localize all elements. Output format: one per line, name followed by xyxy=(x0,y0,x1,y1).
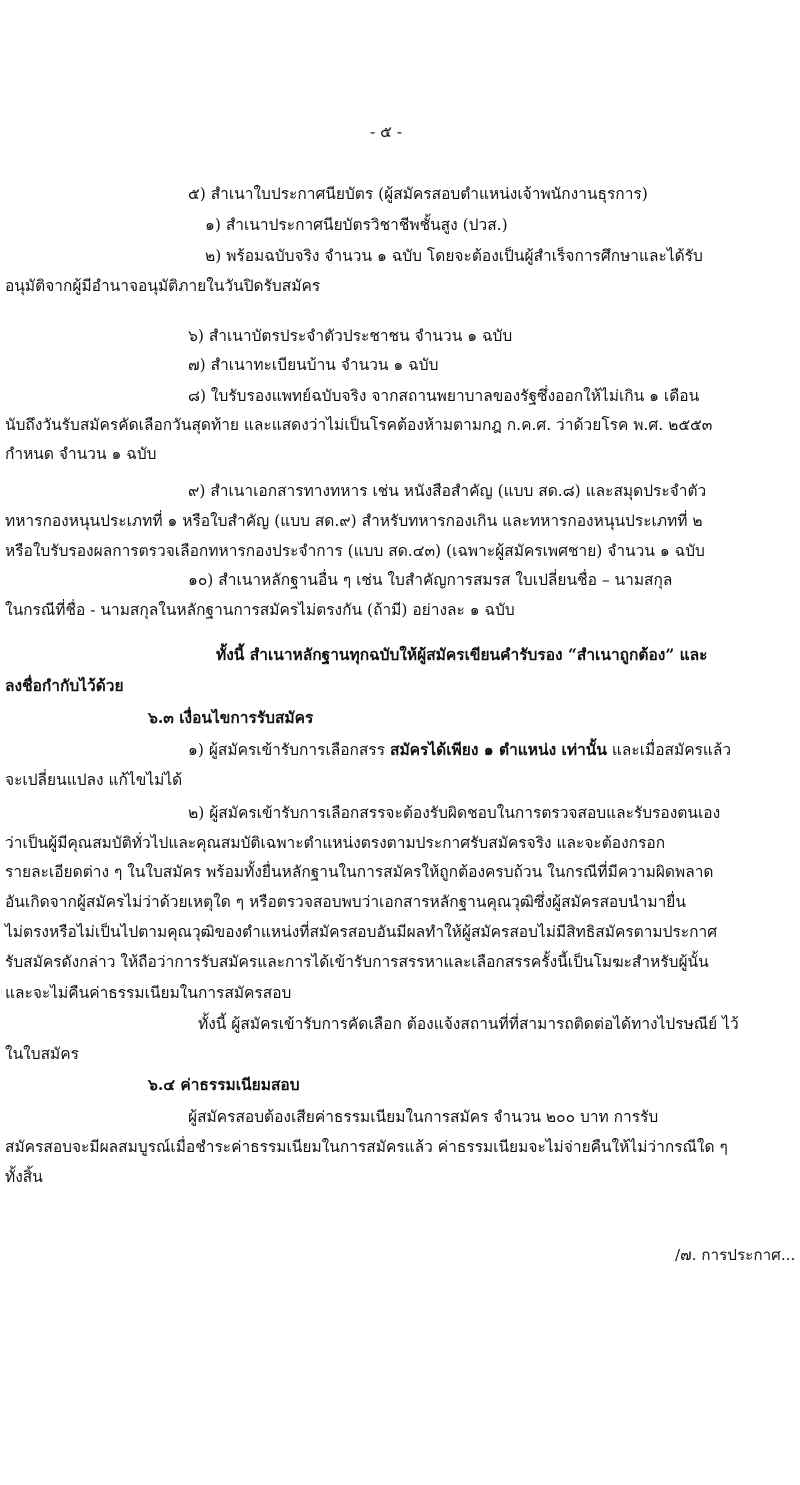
doc-item-10-cont: ในกรณีที่ชื่อ - นามสกุลในหลักฐานการสมัครไม่ตรงกัน (ถ้ามี) อย่างละ ๑ ฉบับ xyxy=(5,601,515,619)
doc-item-8-cont-1: นับถึงวันรับสมัครคัดเลือกวันสุดท้าย และแสดงว่าไม่เป็นโรคต้องห้ามตามกฎ ก.ค.ศ. ว่าด้วยโรค พ.ศ. ๒๕๕๓ xyxy=(5,416,713,434)
section-6-4-heading: ๖.๔ ค่าธรรมเนียมสอบ xyxy=(148,1075,300,1094)
doc-item-8-cont-2: กำหนด จำนวน ๑ ฉบับ xyxy=(5,445,157,463)
doc-item-9: ๙) สำเนาเอกสารทางทหาร เช่น หนังสือสำคัญ (แบบ สด.๘) และสมุดประจำตัว xyxy=(188,482,707,500)
condition-2-cont-3: อันเกิดจากผู้สมัครไม่ว่าด้วยเหตุใด ๆ หรือตรวจสอบพบว่าเอกสารหลักฐานคุณวุฒิซึ่งผู้สมัครสอบนำมายื่น xyxy=(5,893,686,911)
condition-2-cont-4: ไม่ตรงหรือไม่เป็นไปตามคุณวุฒิของตำแหน่งที่สมัครสอบอันมีผลทำให้ผู้สมัครสอบไม่มีสิทธิสมัครตามประกาศ xyxy=(5,923,718,941)
doc-item-10: ๑๐) สำเนาหลักฐานอื่น ๆ เช่น ใบสำคัญการสมรส ใบเปลี่ยนชื่อ – นามสกุล xyxy=(188,571,673,589)
doc-item-8: ๘) ใบรับรองแพทย์ฉบับจริง จากสถานพยาบาลของรัฐซึ่งออกให้ไม่เกิน ๑ เดือน xyxy=(188,387,700,405)
doc-item-5: ๕) สำเนาใบประกาศนียบัตร (ผู้สมัครสอบตำแหน่งเจ้าพนักงานธุรการ) xyxy=(188,185,648,203)
doc-item-5-sub-2-cont: อนุมัติจากผู้มีอำนาจอนุมัติภายในวันปิดรับสมัคร xyxy=(5,277,321,295)
page-number: - ๕ - xyxy=(370,123,403,141)
condition-3: ทั้งนี้ ผู้สมัครเข้ารับการคัดเลือก ต้องแจ้งสถานที่ที่สามารถติดต่อได้ทางไปรษณีย์ ไว้ xyxy=(198,1015,739,1033)
section-6-3-heading: ๖.๓ เงื่อนไขการรับสมัคร xyxy=(148,708,314,727)
condition-1-cont: จะเปลี่ยนแปลง แก้ไขไม่ได้ xyxy=(5,771,183,789)
condition-1-emphasis: สมัครได้เพียง ๑ ตำแหน่ง เท่านั้น xyxy=(389,740,607,759)
doc-item-9-cont-2: หรือใบรับรองผลการตรวจเลือกทหารกองประจำการ (แบบ สด.๔๓) (เฉพาะผู้สมัครเพศชาย) จำนวน ๑ ฉบับ xyxy=(5,542,705,560)
condition-2-cont-5: รับสมัครดังกล่าว ให้ถือว่าการรับสมัครและการได้เข้ารับการสรรหาและเลือกสรรครั้งนี้เป็นโมฆะสำหรับผู้นั้น xyxy=(5,953,709,971)
doc-item-9-cont-1: ทหารกองหนุนประเภทที่ ๑ หรือใบสำคัญ (แบบ สด.๙) สำหรับทหารกองเกิน และทหารกองหนุนประเภทที่ ๒ xyxy=(5,512,703,530)
doc-item-5-sub-2: ๒) พร้อมฉบับจริง จำนวน ๑ ฉบับ โดยจะต้องเป็นผู้สำเร็จการศึกษาและได้รับ xyxy=(205,247,703,265)
fee-paragraph-cont-1: สมัครสอบจะมีผลสมบูรณ์เมื่อชำระค่าธรรมเนียมในการสมัครแล้ว ค่าธรรมเนียมจะไม่จ่ายคืนให้ไม่ว่ากรณีใด ๆ xyxy=(5,1138,728,1156)
condition-3-cont: ในใบสมัคร xyxy=(5,1045,79,1063)
condition-2-cont-1: ว่าเป็นผู้มีคุณสมบัติทั่วไปและคุณสมบัติเฉพาะตำแหน่งตรงตามประกาศรับสมัครจริง และจะต้องกรอก xyxy=(5,834,666,852)
doc-item-5-sub-1: ๑) สำเนาประกาศนียบัตรวิชาชีพชั้นสูง (ปวส.) xyxy=(205,216,508,234)
fee-paragraph-cont-2: ทั้งสิ้น xyxy=(5,1168,43,1186)
doc-item-6: ๖) สำเนาบัตรประจำตัวประชาชน จำนวน ๑ ฉบับ xyxy=(188,327,513,345)
certification-note: ทั้งนี้ สำเนาหลักฐานทุกฉบับให้ผู้สมัครเขียนคำรับรอง “สำเนาถูกต้อง” และ xyxy=(216,645,708,664)
fee-paragraph: ผู้สมัครสอบต้องเสียค่าธรรมเนียมในการสมัคร จำนวน ๒๐๐ บาท การรับ xyxy=(188,1108,659,1126)
next-page-reference: /๗. การประกาศ... xyxy=(675,1246,796,1264)
condition-2-cont-6: และจะไม่คืนค่าธรรมเนียมในการสมัครสอบ xyxy=(5,984,292,1002)
condition-2-cont-2: รายละเอียดต่าง ๆ ในใบสมัคร พร้อมทั้งยื่นหลักฐานในการสมัครให้ถูกต้องครบถ้วน ในกรณีที่มีความผิดพลาด xyxy=(5,863,714,881)
condition-2: ๒) ผู้สมัครเข้ารับการเลือกสรรจะต้องรับผิดชอบในการตรวจสอบและรับรองตนเอง xyxy=(188,804,721,822)
certification-note-cont: ลงชื่อกำกับไว้ด้วย xyxy=(5,676,124,695)
doc-item-7: ๗) สำเนาทะเบียนบ้าน จำนวน ๑ ฉบับ xyxy=(188,356,439,374)
condition-1: ๑) ผู้สมัครเข้ารับการเลือกสรร สมัครได้เพียง ๑ ตำแหน่ง เท่านั้น และเมื่อสมัครแล้ว xyxy=(188,740,732,759)
